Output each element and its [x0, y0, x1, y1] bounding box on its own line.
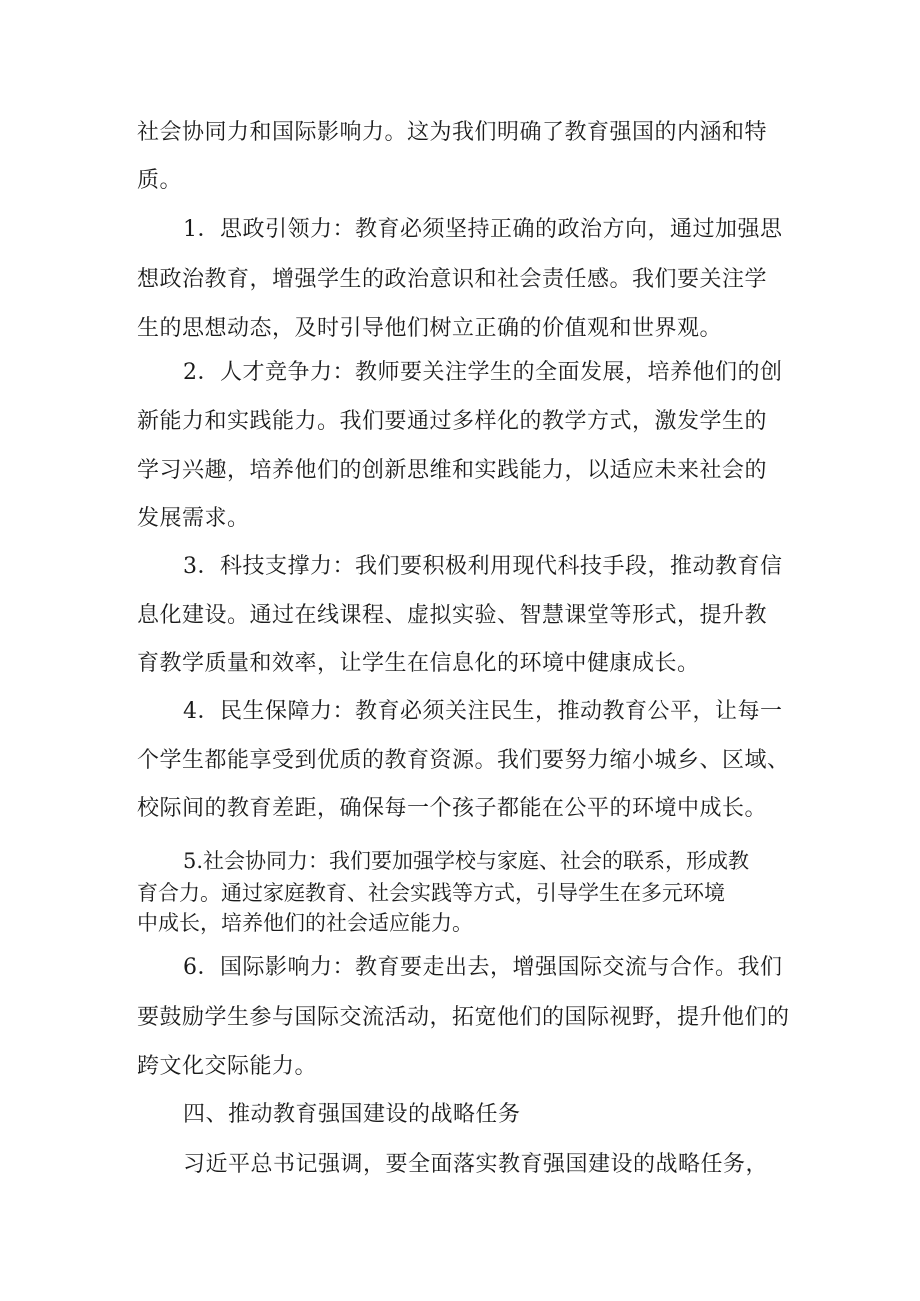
paragraph-line: 生的思想动态，及时引导他们树立正确的价值观和世界观。	[137, 316, 723, 341]
paragraph-line: 校际间的教育差距，确保每一个孩子都能在公平的环境中成长。	[137, 796, 768, 821]
section-heading: 四、推动教育强国建设的战略任务	[183, 1102, 521, 1127]
paragraph-line: 想政治教育，增强学生的政治意识和社会责任感。我们要关注学	[137, 267, 768, 292]
paragraph-line: 育教学质量和效率，让学生在信息化的环境中健康成长。	[137, 651, 700, 676]
paragraph-line: 新能力和实践能力。我们要通过多样化的教学方式，激发学生的	[137, 409, 768, 434]
paragraph-line: 息化建设。通过在线课程、虚拟实验、智慧课堂等形式，提升教	[137, 603, 768, 628]
paragraph-line: 习近平总书记强调，要全面落实教育强国建设的战略任务，	[183, 1152, 769, 1177]
paragraph-line: 5.社会协同力：我们要加强学校与家庭、社会的联系，形成教	[183, 849, 750, 873]
paragraph-line: 4．民生保障力：教育必须关注民生，推动教育公平，让每一	[183, 699, 783, 724]
paragraph-line: 质。	[137, 168, 183, 193]
paragraph-line: 育合力。通过家庭教育、社会实践等方式，引导学生在多元环境	[137, 881, 725, 905]
paragraph-line: 个学生都能享受到优质的教育资源。我们要努力缩小城乡、区域、	[137, 748, 790, 773]
paragraph-line: 3．科技支撑力：我们要积极利用现代科技手段，推动教育信	[183, 554, 783, 579]
paragraph-line: 社会协同力和国际影响力。这为我们明确了教育强国的内涵和特	[137, 120, 768, 145]
paragraph-line: 6．国际影响力：教育要走出去，增强国际交流与合作。我们	[183, 955, 783, 980]
paragraph-line: 发展需求。	[137, 506, 250, 531]
paragraph-line: 跨文化交际能力。	[137, 1054, 318, 1079]
paragraph-line: 学习兴趣，培养他们的创新思维和实践能力，以适应未来社会的	[137, 458, 768, 483]
paragraph-line: 中成长，培养他们的社会适应能力。	[137, 911, 473, 935]
paragraph-line: 1．思政引领力：教育必须坚持正确的政治方向，通过加强思	[183, 217, 783, 242]
paragraph-line: 2．人才竞争力：教师要关注学生的全面发展，培养他们的创	[183, 360, 783, 385]
paragraph-line: 要鼓励学生参与国际交流活动，拓宽他们的国际视野，提升他们的	[137, 1005, 790, 1030]
